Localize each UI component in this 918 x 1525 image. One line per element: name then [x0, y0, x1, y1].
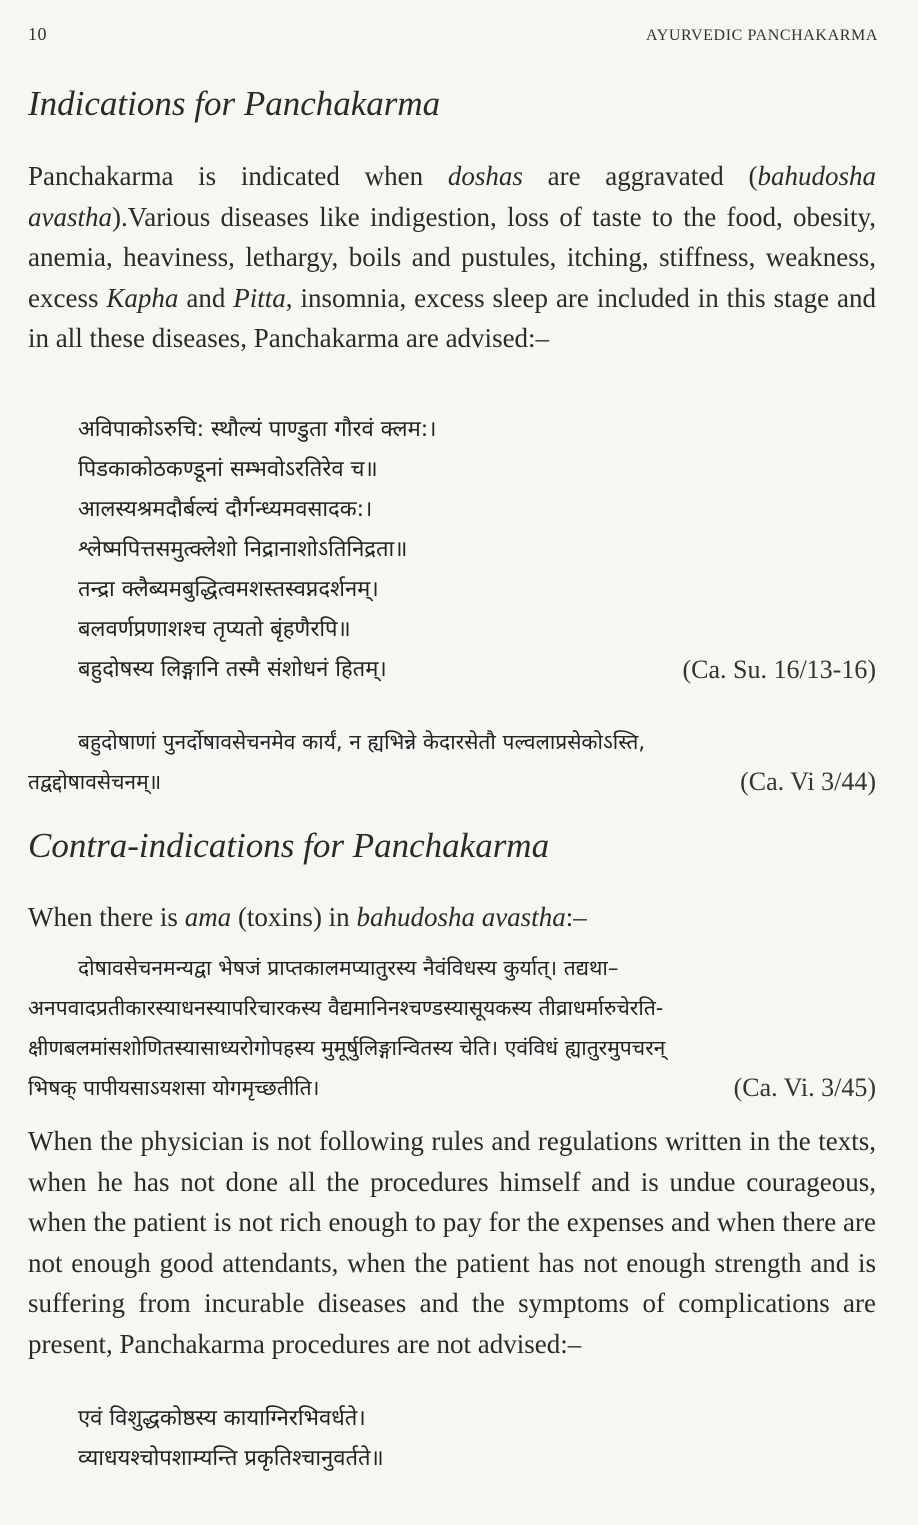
quote-line-cited [28, 762, 876, 802]
verse-line: श्लेष्मपित्तसमुत्क्लेशो निद्रानाशोऽतिनिद्रता॥ [78, 537, 408, 562]
section-heading-contra: Contra-indications for Panchakarma [28, 826, 550, 865]
sk-line: दोषावसेचनमन्यद्वा भेषजं प्राप्तकालमप्यातुरस्य नैवंविधस्य कुर्यात्। तद्यथा– [78, 956, 619, 980]
verse-line: आलस्यश्रमदौर्बल्यं दौर्गन्ध्यमवसादक:। [78, 497, 373, 522]
paragraph-contra [28, 1121, 876, 1364]
verse-line: अविपाकोऽरुचि: स्थौल्यं पाण्डुता गौरवं क्लम:। [78, 417, 437, 442]
verse-line-cited [78, 650, 876, 690]
verse-line: बलवर्णप्रणाशश्च तृप्यतो बृंहणैरपि॥ [78, 617, 351, 642]
italic-term: ama [184, 902, 232, 932]
sanskrit-quote [28, 722, 876, 802]
verse-reference: (Ca. Su. 16/13-16) [682, 655, 876, 684]
text-run: When the physician is not following rules and regulations written in the texts, when he has not done all the procedures himself and is undue courageous, when the patient is not rich enough to pay for the expenses and when there are not enough good attendants, when the patient has not enough strength and is suffering from incurable diseases and the symptoms of complications are present, Panchakarma procedures are not advised:– [28, 1126, 876, 1359]
text-run: and [178, 282, 234, 313]
section-heading-indications: Indications for Panchakarma [28, 84, 441, 123]
verse-block-final [78, 1399, 876, 1479]
book-title: AYURVEDIC PANCHAKARMA [646, 27, 878, 44]
verse-line-text: बहुदोषस्य लिङ्गानि तस्मै संशोधनं हितम्। [78, 657, 387, 682]
italic-term: bahudosha avastha [356, 902, 566, 932]
paragraph-contra-intro [28, 897, 876, 938]
page-number: 10 [28, 24, 47, 44]
quote-line-text: तद्वद्दोषावसेचनम्॥ [28, 770, 162, 794]
text-run: , insomnia, excess sleep are included in this stage and in all these diseases, Panchakarma are advised:– [28, 282, 877, 353]
sk-line: अनपवादप्रतीकारस्याधनस्यापरिचारकस्य वैद्यमानिनश्चण्डस्यासूयकस्य तीव्राधर्मारुचेरति- [28, 996, 664, 1020]
sanskrit-prose-contra [28, 948, 876, 1108]
text-run: Panchakarma is indicated when [28, 161, 448, 191]
sk-reference: (Ca. Vi. 3/45) [733, 1073, 876, 1102]
running-head [28, 24, 878, 45]
quote-line: बहुदोषाणां पुनर्दोषावसेचनमेव कार्यं, न ह्यभिन्ने केदारसेतौ पल्वलाप्रसेकोऽस्ति, [78, 730, 646, 754]
text-run: ).Various diseases like indigestion, loss of taste to the food, obesity, anemia, heaviness, lethargy, boils and pustules, itching, stiffness, weakness, excess [28, 201, 876, 313]
sk-line-cited [28, 1068, 876, 1108]
italic-term: Kapha [106, 282, 179, 313]
text-run: are aggravated ( [522, 161, 758, 191]
italic-term: Pitta [233, 282, 286, 313]
text-run: :– [565, 902, 587, 932]
text-run: When there is [28, 902, 185, 932]
verse-line: व्याधयश्चोपशाम्यन्ति प्रकृतिश्चानुवर्तते॥ [78, 1446, 384, 1471]
verse-line: तन्द्रा क्लैब्यमबुद्धित्वमशस्तस्वप्नदर्शनम्। [78, 577, 379, 602]
italic-term: bahudosha avastha [28, 161, 876, 232]
verse-line: एवं विशुद्धकोष्ठस्य कायाग्निरभिवर्धते। [78, 1406, 366, 1431]
text-run: (toxins) in [231, 902, 357, 932]
verse-line: पिडकाकोठकण्डूनां सम्भवोऽरतिरेव च॥ [78, 457, 378, 482]
sk-line-text: भिषक् पापीयसाऽयशसा योगमृच्छतीति। [28, 1076, 320, 1100]
sk-line: क्षीणबलमांसशोणितस्यासाध्यरोगोपहस्य मुमूर्षुलिङ्गान्वितस्य चेति। एवंविधं ह्यातुरमुपचरन् [28, 1036, 666, 1060]
verse-block-indications [78, 410, 876, 690]
quote-reference: (Ca. Vi 3/44) [740, 767, 876, 796]
paragraph-indications [28, 156, 876, 359]
italic-term: doshas [447, 161, 523, 191]
